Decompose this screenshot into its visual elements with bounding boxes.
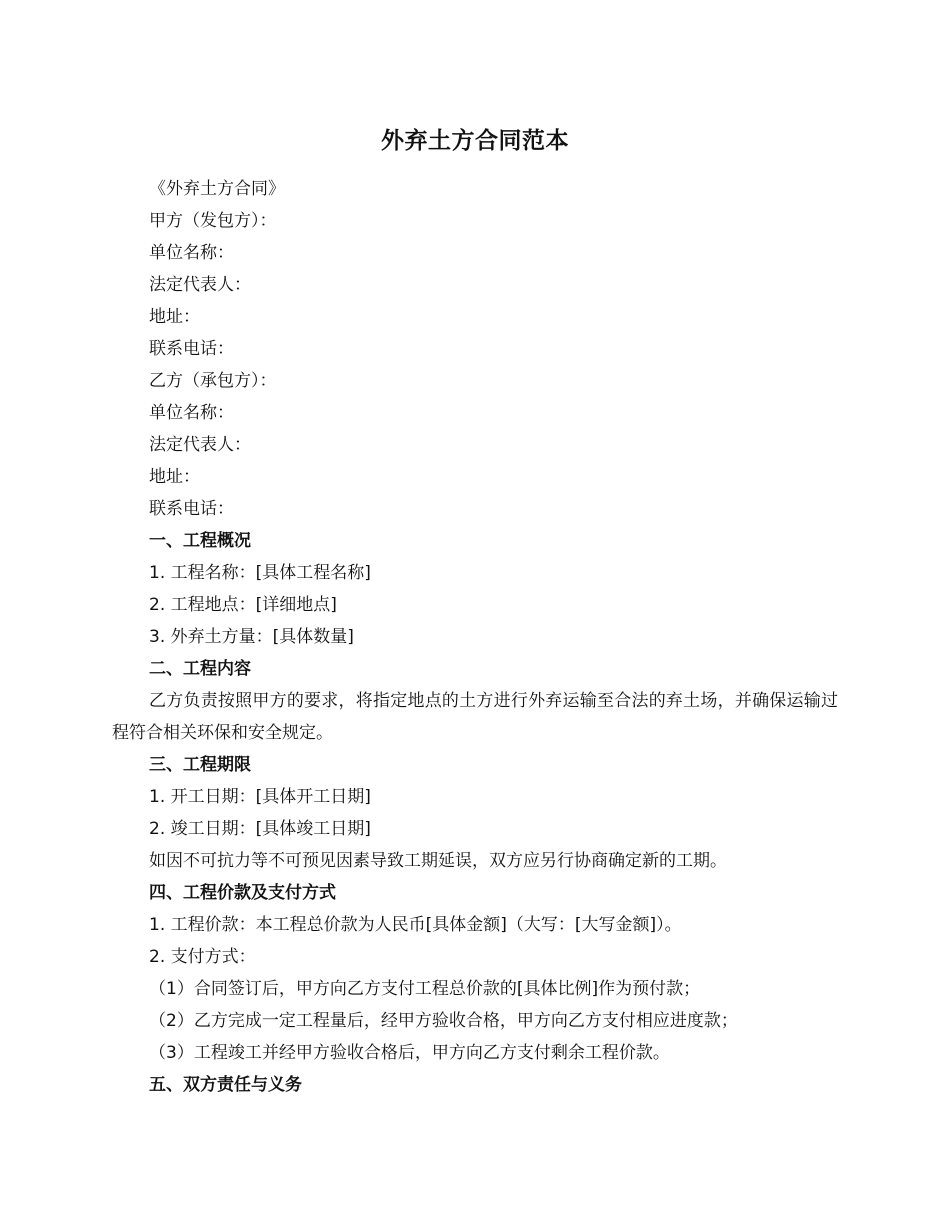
contract-name-line: 《外弃土方合同》 [149,179,285,199]
project-location-item: 2. 工程地点：[详细地点] [149,595,337,615]
party-b-company-field: 单位名称： [149,403,234,423]
contract-price-item: 1. 工程价款：本工程总价款为人民币[具体金额]（大写：[大写金额]）。 [149,915,682,935]
party-b-heading: 乙方（承包方）： [149,371,277,391]
party-a-heading: 甲方（发包方）： [149,211,277,231]
project-name-item: 1. 工程名称：[具体工程名称] [149,563,371,583]
party-a-address-field: 地址： [149,307,200,327]
earth-volume-item: 3. 外弃土方量：[具体数量] [149,627,354,647]
party-b-address-field: 地址： [149,467,200,487]
payment-method-item: 2. 支付方式： [149,947,256,967]
party-b-phone-field: 联系电话： [149,499,234,519]
delay-clause-text: 如因不可抗力等不可预见因素导致工期延误，双方应另行协商确定新的工期。 [149,851,727,871]
party-a-phone-field: 联系电话： [149,339,234,359]
start-date-item: 1. 开工日期：[具体开工日期] [149,787,371,807]
section-heading-overview: 一、工程概况 [149,531,251,551]
party-a-company-field: 单位名称： [149,243,234,263]
payment-step-2: （2）乙方完成一定工程量后，经甲方验收合格，甲方向乙方支付相应进度款； [149,1011,738,1031]
payment-step-1: （1）合同签订后，甲方向乙方支付工程总价款的[具体比例]作为预付款； [149,979,701,999]
document-body [112,173,838,1101]
party-b-representative-field: 法定代表人： [149,435,251,455]
section-heading-period: 三、工程期限 [149,755,251,775]
content-paragraph: 乙方负责按照甲方的要求，将指定地点的土方进行外弃运输至合法的弃土场，并确保运输过程符合相关环保和安全规定。 [112,691,838,743]
party-a-representative-field: 法定代表人： [149,275,251,295]
section-heading-payment: 四、工程价款及支付方式 [149,883,336,903]
section-heading-responsibilities: 五、双方责任与义务 [149,1075,302,1095]
section-heading-content: 二、工程内容 [149,659,251,679]
completion-date-item: 2. 竣工日期：[具体竣工日期] [149,819,371,839]
payment-step-3: （3）工程竣工并经甲方验收合格后，甲方向乙方支付剩余工程价款。 [149,1043,670,1063]
document-title: 外弃土方合同范本 [381,128,569,154]
